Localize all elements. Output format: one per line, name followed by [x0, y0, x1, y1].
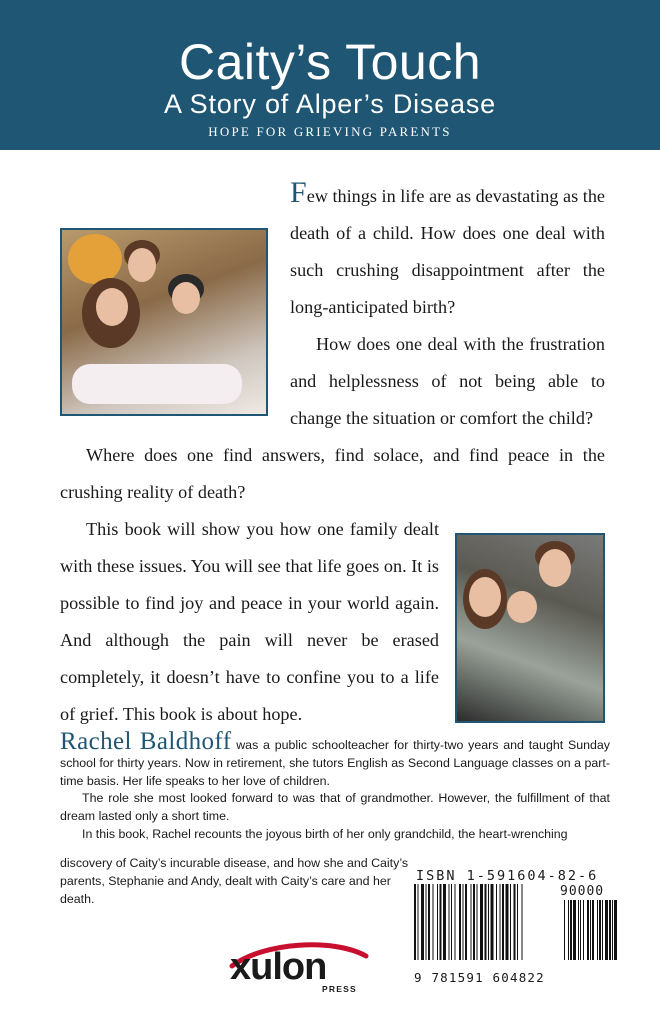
barcode-bar: [451, 884, 452, 960]
bio-paragraph-2: The role she most looked forward to was that of grandmother. However, the fulfillment of that dream lasted only a short time.: [60, 791, 610, 824]
barcode-bar: [500, 884, 501, 960]
barcode-bar: [414, 884, 416, 960]
book-tagline: HOPE FOR GRIEVING PARENTS: [208, 124, 452, 139]
barcode-bar: [455, 884, 456, 960]
blurb: [60, 178, 605, 733]
barcode-bar: [496, 884, 497, 960]
drop-cap: F: [290, 176, 307, 209]
barcode-bar: [477, 884, 478, 960]
bio-paragraph-3-continued: discovery of Caity’s incurable disease, and how she and Caity’s parents, Stephanie and Andy, dealt with Caity’s care and her death.: [60, 856, 409, 906]
barcode-bar: [517, 884, 518, 960]
blurb-paragraph-2: How does one deal with the frustration and helplessness of not being able to change the situation or comfort the child?: [290, 334, 605, 428]
barcode-bar: [459, 884, 461, 960]
barcode-bar: [612, 900, 613, 960]
isbn-label: ISBN 1-591604-82-6: [416, 868, 599, 884]
barcode-bar: [463, 884, 464, 960]
barcode-bar: [485, 884, 487, 960]
barcode-bar: [491, 884, 494, 960]
bio-continued: [60, 855, 410, 908]
barcode-number: 9 781591 604822: [414, 970, 545, 985]
parents-with-baby-photo: [455, 533, 605, 723]
bio-text-1: was a public schoolteacher for thirty-two years and taught Sunday school for thirty years. Now in retirement, she tutors English as Second Language classes on a part-time basis. Her life speaks to her love of children.: [60, 738, 610, 788]
barcode-bar: [599, 900, 601, 960]
book-subtitle: A Story of Alper’s Disease: [164, 89, 496, 119]
bio-paragraph-1: [60, 728, 610, 790]
barcode-bar: [510, 884, 511, 960]
blurb-paragraph-1: [60, 178, 605, 326]
author-name: Rachel Baldhoff: [60, 728, 232, 755]
barcode-bar: [564, 900, 565, 960]
author-bio: [60, 728, 610, 844]
barcode-bar: [428, 884, 430, 960]
barcode-bar: [597, 900, 598, 960]
barcode-bar: [480, 884, 483, 960]
barcode-bar: [440, 884, 442, 960]
barcode-bar: [590, 900, 591, 960]
barcode-bar: [506, 884, 509, 960]
title-banner: [0, 0, 660, 150]
pooh-bear-balloon: [68, 234, 122, 284]
barcode-bar: [614, 900, 617, 960]
barcode-bar: [421, 884, 424, 960]
price-code: 90000: [560, 884, 605, 899]
barcode-bar: [502, 884, 504, 960]
barcode-bar: [471, 884, 472, 960]
barcode-bar: [433, 884, 434, 960]
blurb-text-4: This book will show you how one family dealt with these issues. You will see that life goes on. It is possible to find joy and peace in your world again. And although the pain will never be erased completely, it doesn’t have to confine you to a life of grief. This book is about hope.: [60, 519, 439, 724]
barcode-bar: [443, 884, 446, 960]
barcode-bar: [605, 900, 608, 960]
barcode-bar: [449, 884, 450, 960]
blurb-paragraph-4: [60, 511, 605, 733]
book-title: Caity’s Touch: [178, 34, 482, 90]
barcode-bar: [578, 900, 579, 960]
barcode-bar: [568, 900, 569, 960]
barcode-bar: [522, 884, 523, 960]
publisher-logo: [224, 936, 374, 1000]
family-hospital-photo: [60, 228, 268, 416]
barcode-bar: [465, 884, 467, 960]
barcode-bar: [573, 900, 576, 960]
barcode-bar: [488, 884, 489, 960]
barcode-bar: [580, 900, 581, 960]
barcode-bar: [418, 884, 419, 960]
barcode-bar: [514, 884, 516, 960]
blurb-paragraph-3: Where does one find answers, find solace, and find peace in the crushing reality of death?: [60, 445, 605, 502]
barcode-bar: [473, 884, 475, 960]
barcode-bar: [602, 900, 603, 960]
barcode-bar: [587, 900, 589, 960]
barcode-bar: [437, 884, 438, 960]
barcode-bar: [583, 900, 584, 960]
barcode-bar: [570, 900, 572, 960]
barcode-bar: [426, 884, 427, 960]
publisher-name: xulon: [230, 946, 327, 988]
publisher-press: PRESS: [322, 984, 357, 994]
barcode-bar: [609, 900, 611, 960]
bio-paragraph-3: In this book, Rachel recounts the joyous birth of her only grandchild, the heart-wrenching: [82, 826, 568, 841]
barcode-bar: [592, 900, 594, 960]
blurb-text-1: ew things in life are as devastating as the death of a child. How does one deal with such crushing disappointment after the long-anticipated birth?: [290, 186, 605, 317]
